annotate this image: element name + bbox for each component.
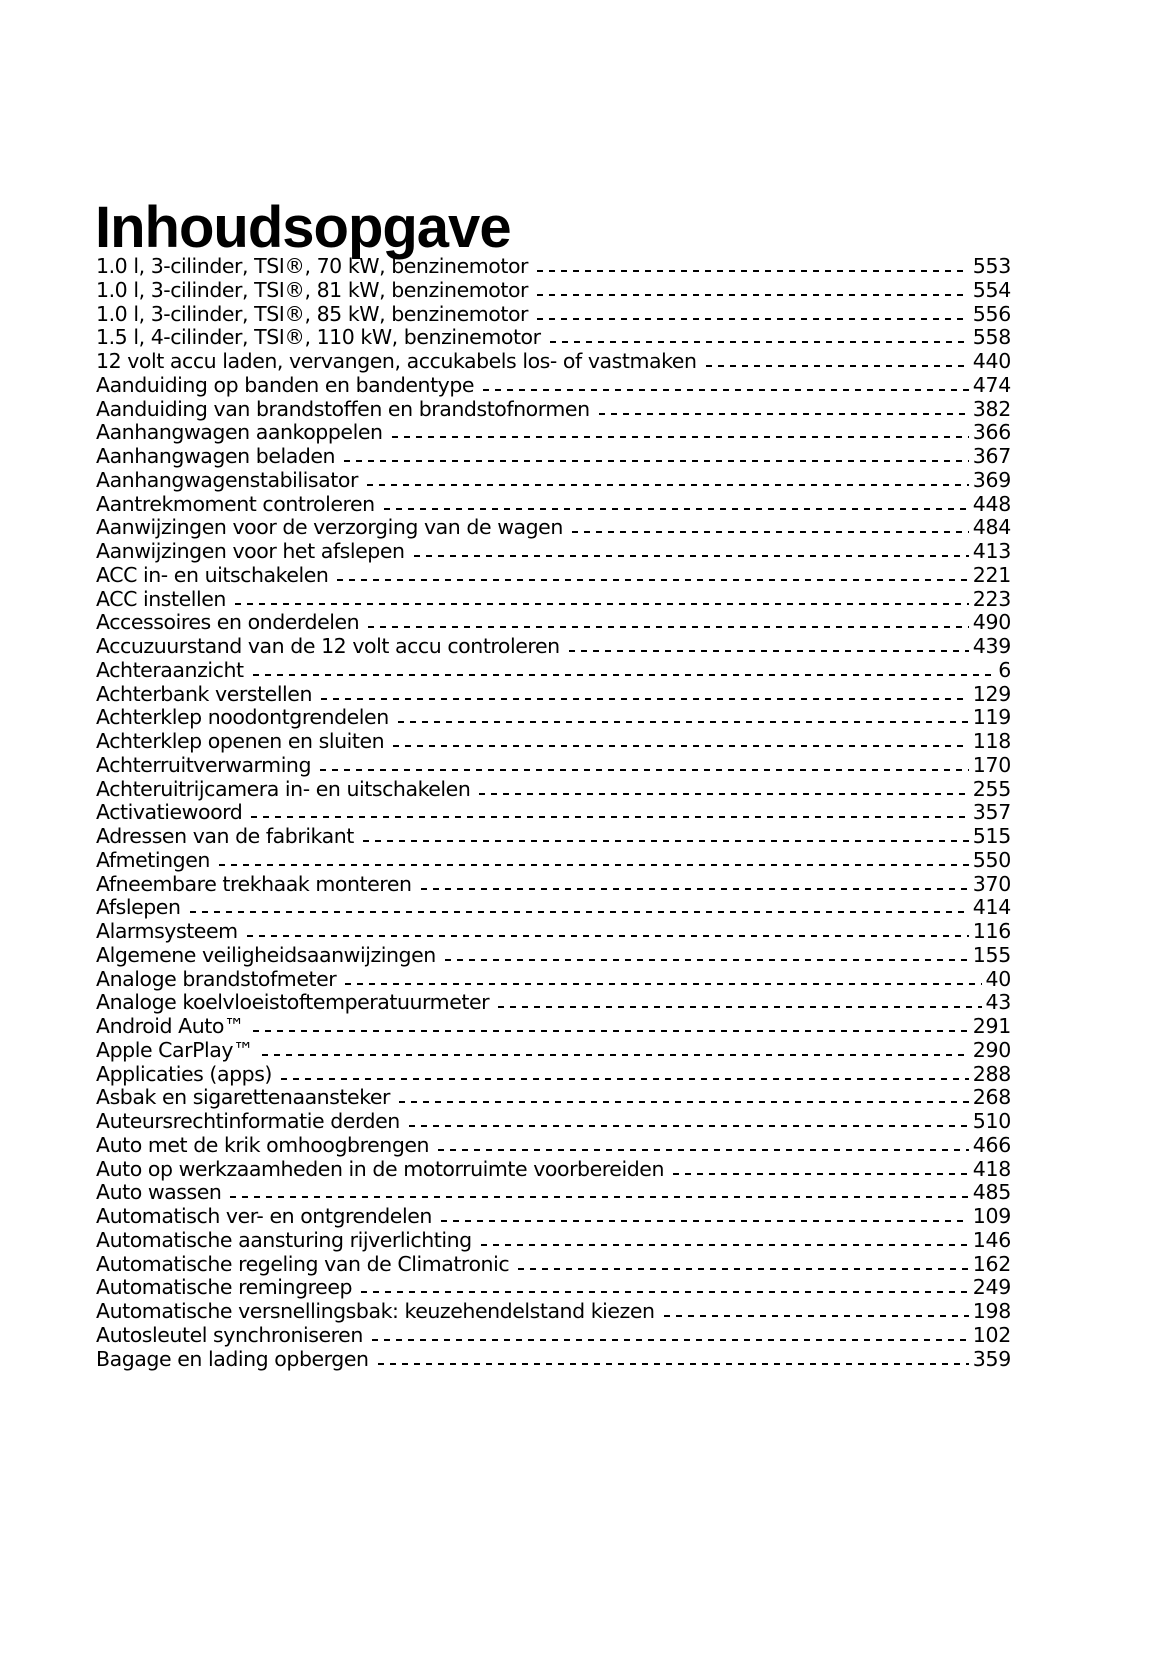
toc-entry[interactable] bbox=[96, 1134, 1011, 1158]
toc-entry[interactable] bbox=[96, 564, 1011, 588]
toc-entry-label: Auteursrechtinformatie derden bbox=[96, 1109, 400, 1133]
toc-entry-page-number: 249 bbox=[972, 1275, 1011, 1300]
dotted-leader bbox=[219, 855, 969, 867]
toc-entry-page-number: 413 bbox=[972, 539, 1011, 563]
toc-entry-label: Algemene veiligheidsaanwijzingen bbox=[96, 942, 436, 967]
toc-entry-label: 12 volt accu laden, vervangen, accukabels los- of vastmaken bbox=[96, 349, 697, 373]
toc-entry-label: Android Auto™ bbox=[96, 1014, 245, 1038]
toc-entry-label: Afslepen bbox=[96, 895, 181, 920]
toc-entry-label: Auto wassen bbox=[96, 1180, 222, 1205]
toc-entry-label: Achteraanzicht bbox=[96, 657, 244, 682]
toc-entry[interactable] bbox=[96, 255, 1011, 279]
toc-entry-label: Autosleutel synchroniseren bbox=[96, 1322, 363, 1347]
toc-entry-label: 1.0 l, 3-cilinder, TSI®, 81 kW, benzinemotor bbox=[96, 277, 529, 302]
dotted-leader bbox=[438, 1140, 969, 1152]
toc-entry[interactable] bbox=[96, 1205, 1011, 1229]
toc-entry-label: Achterruitverwarming bbox=[96, 752, 312, 777]
toc-entry[interactable] bbox=[96, 588, 1011, 612]
toc-entry-page-number: 510 bbox=[972, 1109, 1011, 1133]
toc-entry-label: ACC instellen bbox=[96, 586, 226, 611]
dotted-leader bbox=[321, 689, 969, 701]
toc-entry[interactable] bbox=[96, 944, 1011, 968]
toc-entry-label: Alarmsysteem bbox=[96, 919, 238, 943]
toc-entry-label: Analoge koelvloeistoftemperatuurmeter bbox=[96, 990, 490, 1015]
dotted-leader bbox=[247, 926, 969, 938]
dotted-leader bbox=[664, 1306, 969, 1318]
toc-entry[interactable] bbox=[96, 1348, 1011, 1372]
toc-entry-label: Accuzuurstand van de 12 volt accu controleren bbox=[96, 634, 560, 658]
toc-entry-page-number: 109 bbox=[972, 1204, 1011, 1228]
toc-entry[interactable] bbox=[96, 659, 1011, 683]
toc-entry-page-number: 439 bbox=[972, 634, 1011, 658]
toc-entry[interactable] bbox=[96, 849, 1011, 873]
toc-entry-page-number: 43 bbox=[985, 990, 1011, 1015]
toc-entry[interactable] bbox=[96, 801, 1011, 825]
toc-entry-page-number: 291 bbox=[972, 1014, 1011, 1038]
toc-entry-label: Automatische versnellingsbak: keuzehendelstand kiezen bbox=[96, 1299, 655, 1323]
toc-entry-page-number: 558 bbox=[972, 325, 1011, 350]
dotted-leader bbox=[345, 974, 981, 986]
toc-entry-label: Aantrekmoment controleren bbox=[96, 491, 375, 516]
toc-entry[interactable] bbox=[96, 1015, 1011, 1039]
toc-entry-page-number: 223 bbox=[972, 586, 1011, 611]
toc-entry[interactable] bbox=[96, 279, 1011, 303]
toc-entry[interactable] bbox=[96, 635, 1011, 659]
toc-entry-page-number: 198 bbox=[972, 1299, 1011, 1323]
dotted-leader bbox=[344, 451, 969, 463]
toc-entry-label: Automatische aansturing rijverlichting bbox=[96, 1227, 472, 1252]
toc-entry[interactable] bbox=[96, 920, 1011, 944]
toc-entry-page-number: 418 bbox=[972, 1156, 1011, 1181]
toc-entry-label: Auto met de krik omhoogbrengen bbox=[96, 1132, 430, 1157]
toc-entry-label: Auto op werkzaamheden in de motorruimte voorbereiden bbox=[96, 1156, 664, 1181]
toc-entry-label: Achterklep noodontgrendelen bbox=[96, 705, 389, 730]
dotted-leader bbox=[481, 1235, 969, 1247]
dotted-leader bbox=[673, 1164, 969, 1176]
toc-entry[interactable] bbox=[96, 1253, 1011, 1277]
toc-entry-page-number: 40 bbox=[985, 966, 1011, 991]
toc-entry-label: Achterklep openen en sluiten bbox=[96, 729, 385, 753]
toc-entry[interactable] bbox=[96, 873, 1011, 897]
toc-entry-page-number: 556 bbox=[972, 301, 1011, 326]
toc-entry[interactable] bbox=[96, 1086, 1011, 1110]
toc-entry-label: ACC in- en uitschakelen bbox=[96, 562, 329, 587]
toc-entry-page-number: 6 bbox=[998, 657, 1011, 682]
toc-entry-label: Aanhangwagen aankoppelen bbox=[96, 420, 383, 445]
toc-entry[interactable] bbox=[96, 706, 1011, 730]
toc-entry[interactable] bbox=[96, 896, 1011, 920]
toc-entry-page-number: 162 bbox=[972, 1251, 1011, 1276]
dotted-leader bbox=[372, 1330, 969, 1342]
toc-entry-label: Analoge brandstofmeter bbox=[96, 966, 337, 991]
toc-entry-page-number: 268 bbox=[972, 1085, 1011, 1110]
dotted-leader bbox=[337, 570, 968, 582]
toc-entry-page-number: 414 bbox=[972, 895, 1011, 920]
toc-entry-label: Activatiewoord bbox=[96, 800, 243, 825]
dotted-leader bbox=[367, 475, 969, 487]
toc-entry-page-number: 554 bbox=[972, 277, 1011, 302]
dotted-leader bbox=[398, 712, 969, 724]
dotted-leader bbox=[599, 404, 969, 416]
toc-entry-label: Accessoires en onderdelen bbox=[96, 610, 360, 635]
toc-entry[interactable] bbox=[96, 445, 1011, 469]
toc-entry-page-number: 129 bbox=[972, 681, 1011, 706]
dotted-leader bbox=[384, 499, 969, 511]
toc-entry-label: Apple CarPlay™ bbox=[96, 1037, 254, 1062]
toc-entry-label: Aanhangwagenstabilisator bbox=[96, 467, 358, 492]
dotted-leader bbox=[414, 546, 969, 558]
dotted-leader bbox=[253, 665, 995, 677]
dotted-leader bbox=[253, 1021, 969, 1033]
toc-entry-page-number: 146 bbox=[972, 1227, 1011, 1252]
toc-entry-label: Aanduiding van brandstoffen en brandstofnormen bbox=[96, 396, 590, 421]
toc-entry[interactable] bbox=[96, 1063, 1011, 1087]
toc-entry-page-number: 155 bbox=[972, 942, 1011, 967]
dotted-leader bbox=[230, 1187, 968, 1199]
toc-entry[interactable] bbox=[96, 683, 1011, 707]
dotted-leader bbox=[569, 641, 969, 653]
toc-entry[interactable] bbox=[96, 968, 1011, 992]
dotted-leader bbox=[235, 594, 969, 606]
toc-entry-page-number: 382 bbox=[972, 396, 1011, 421]
toc-entry-page-number: 357 bbox=[972, 800, 1011, 825]
toc-entry-label: Adressen van de fabrikant bbox=[96, 824, 354, 848]
toc-entry-label: Applicaties (apps) bbox=[96, 1061, 272, 1086]
dotted-leader bbox=[409, 1116, 969, 1128]
toc-entry[interactable] bbox=[96, 1229, 1011, 1253]
toc-entry-page-number: 221 bbox=[972, 562, 1011, 587]
dotted-leader bbox=[399, 1092, 969, 1104]
toc-entry-page-number: 485 bbox=[972, 1180, 1011, 1205]
toc-entry-page-number: 474 bbox=[972, 372, 1011, 397]
toc-entry-label: 1.0 l, 3-cilinder, TSI®, 85 kW, benzinemotor bbox=[96, 301, 529, 326]
toc-entry-page-number: 359 bbox=[972, 1346, 1011, 1371]
dotted-leader bbox=[550, 332, 969, 344]
dotted-leader bbox=[320, 760, 969, 772]
toc-entry-page-number: 490 bbox=[972, 610, 1011, 635]
toc-entry[interactable] bbox=[96, 516, 1011, 540]
dotted-leader bbox=[483, 380, 969, 392]
toc-entry-label: Aanwijzingen voor de verzorging van de wagen bbox=[96, 515, 563, 540]
toc-entry-label: Achteruitrijcamera in- en uitschakelen bbox=[96, 776, 471, 801]
toc-entry-label: 1.0 l, 3-cilinder, TSI®, 70 kW, benzinemotor bbox=[96, 254, 529, 278]
dotted-leader bbox=[537, 261, 969, 273]
toc-entry[interactable] bbox=[96, 540, 1011, 564]
toc-entry-page-number: 290 bbox=[972, 1037, 1011, 1062]
dotted-leader bbox=[706, 356, 969, 368]
toc-entry-page-number: 119 bbox=[972, 705, 1011, 730]
dotted-leader bbox=[498, 997, 981, 1009]
toc-entry-page-number: 170 bbox=[972, 752, 1011, 777]
toc-entry[interactable] bbox=[96, 469, 1011, 493]
toc-entry[interactable] bbox=[96, 350, 1011, 374]
toc-entry-page-number: 255 bbox=[972, 776, 1011, 801]
toc-entry-label: Automatische remingreep bbox=[96, 1275, 353, 1300]
dotted-leader bbox=[421, 879, 969, 891]
toc-entry[interactable] bbox=[96, 493, 1011, 517]
dotted-leader bbox=[393, 736, 969, 748]
toc-entry-label: Asbak en sigarettenaansteker bbox=[96, 1085, 391, 1110]
dotted-leader bbox=[441, 1211, 969, 1223]
toc-entry-label: Aanwijzingen voor het afslepen bbox=[96, 539, 405, 563]
dotted-leader bbox=[537, 309, 969, 321]
toc-entry-page-number: 466 bbox=[972, 1132, 1011, 1157]
toc-entry[interactable] bbox=[96, 421, 1011, 445]
toc-entry-page-number: 370 bbox=[972, 871, 1011, 896]
toc-entry-label: Automatische regeling van de Climatronic bbox=[96, 1251, 510, 1276]
toc-entry[interactable] bbox=[96, 1181, 1011, 1205]
dotted-leader bbox=[378, 1354, 969, 1366]
dotted-leader bbox=[445, 950, 969, 962]
dotted-leader bbox=[262, 1045, 969, 1057]
toc-entry-label: Achterbank verstellen bbox=[96, 681, 313, 706]
toc-entry-page-number: 550 bbox=[972, 847, 1011, 872]
toc-entry[interactable] bbox=[96, 1276, 1011, 1300]
dotted-leader bbox=[479, 784, 968, 796]
dotted-leader bbox=[363, 831, 969, 843]
toc-entry-page-number: 367 bbox=[972, 444, 1011, 468]
toc-entry-page-number: 288 bbox=[972, 1061, 1011, 1086]
toc-entry-page-number: 484 bbox=[972, 515, 1011, 540]
toc-entry-page-number: 102 bbox=[972, 1322, 1011, 1347]
toc-entry-page-number: 366 bbox=[972, 420, 1011, 445]
dotted-leader bbox=[518, 1259, 969, 1271]
toc-entry-label: Afmetingen bbox=[96, 847, 210, 872]
toc-entry-page-number: 369 bbox=[972, 467, 1011, 492]
toc-entry-page-number: 553 bbox=[972, 254, 1011, 278]
toc-entry-label: Aanhangwagen beladen bbox=[96, 444, 336, 468]
dotted-leader bbox=[190, 902, 969, 914]
dotted-leader bbox=[537, 285, 969, 297]
toc-entry-label: Bagage en lading opbergen bbox=[96, 1346, 369, 1371]
toc-entry[interactable] bbox=[96, 991, 1011, 1015]
toc-entry[interactable] bbox=[96, 778, 1011, 802]
toc-entry-page-number: 116 bbox=[972, 919, 1011, 943]
toc-entry[interactable] bbox=[96, 398, 1011, 422]
dotted-leader bbox=[281, 1069, 969, 1081]
toc-entry[interactable] bbox=[96, 303, 1011, 327]
dotted-leader bbox=[392, 427, 969, 439]
toc-entry[interactable] bbox=[96, 611, 1011, 635]
toc-entry-label: Afneembare trekhaak monteren bbox=[96, 871, 412, 896]
page-title: Inhoudsopgave bbox=[95, 195, 511, 260]
dotted-leader bbox=[361, 1282, 969, 1294]
table-of-contents bbox=[96, 255, 1011, 1371]
dotted-leader bbox=[572, 522, 969, 534]
toc-entry[interactable] bbox=[96, 1110, 1011, 1134]
toc-entry[interactable] bbox=[96, 374, 1011, 398]
toc-entry-label: Aanduiding op banden en bandentype bbox=[96, 372, 475, 397]
toc-entry-label: 1.5 l, 4-cilinder, TSI®, 110 kW, benzinemotor bbox=[96, 325, 541, 350]
toc-entry-page-number: 118 bbox=[972, 729, 1011, 753]
toc-entry[interactable] bbox=[96, 730, 1011, 754]
toc-entry-label: Automatisch ver- en ontgrendelen bbox=[96, 1204, 432, 1228]
toc-entry[interactable] bbox=[96, 754, 1011, 778]
toc-entry-page-number: 515 bbox=[972, 824, 1011, 848]
toc-entry[interactable] bbox=[96, 1300, 1011, 1324]
toc-entry[interactable] bbox=[96, 1039, 1011, 1063]
toc-entry-page-number: 448 bbox=[972, 491, 1011, 516]
toc-entry[interactable] bbox=[96, 1324, 1011, 1348]
dotted-leader bbox=[368, 617, 969, 629]
toc-entry[interactable] bbox=[96, 825, 1011, 849]
dotted-leader bbox=[251, 807, 968, 819]
toc-entry-page-number: 440 bbox=[972, 349, 1011, 373]
toc-entry[interactable] bbox=[96, 1158, 1011, 1182]
toc-entry[interactable] bbox=[96, 326, 1011, 350]
